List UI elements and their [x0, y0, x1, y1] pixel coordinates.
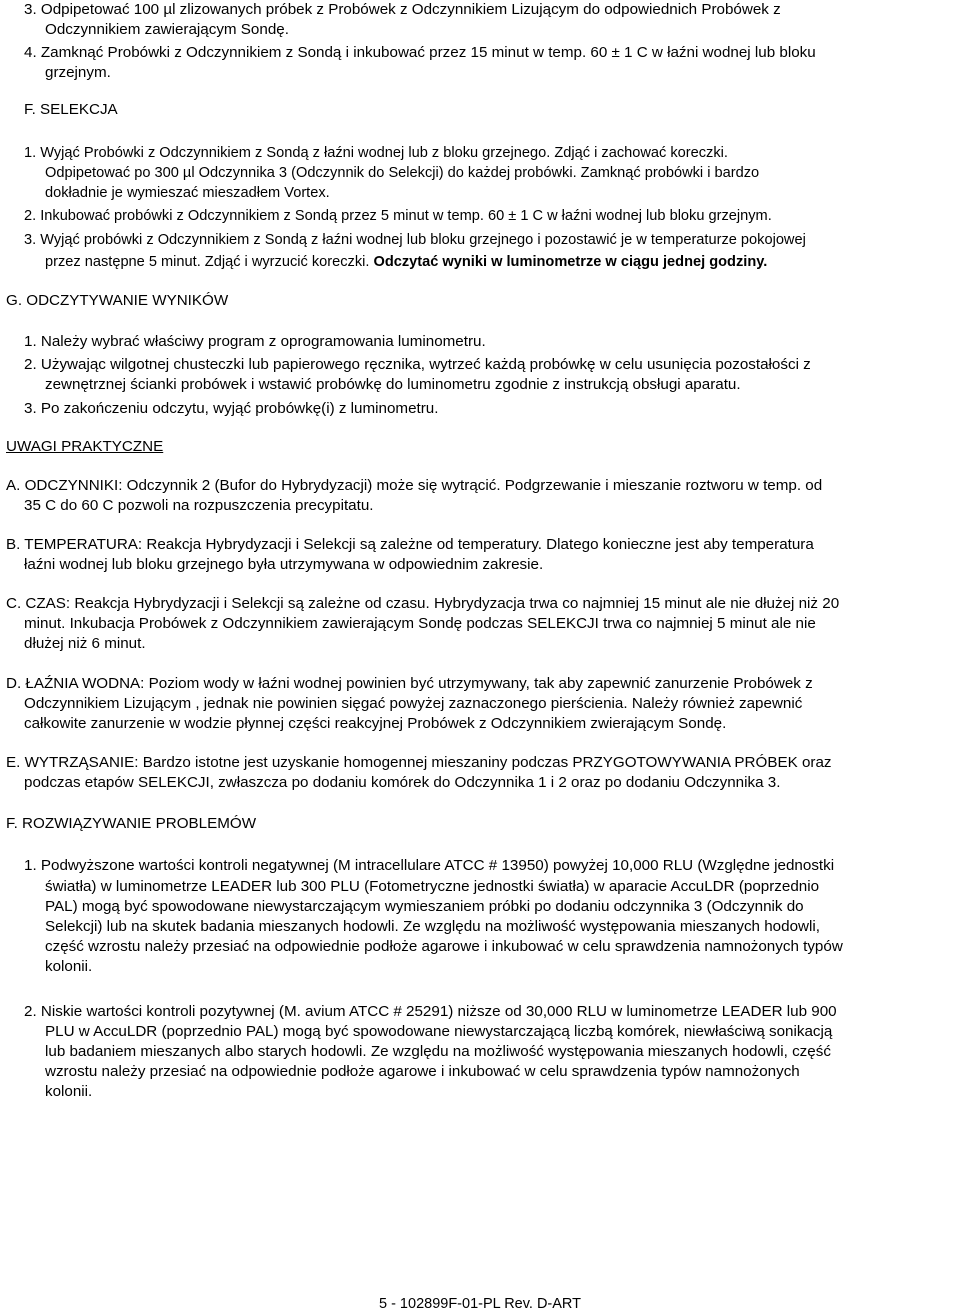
page-footer: 5 - 102899F-01-PL Rev. D-ART — [378, 1296, 581, 1312]
troubleshooting-item-2-cont4: kolonii. — [45, 1083, 93, 1100]
troubleshooting-item-1-cont5: kolonii. — [45, 958, 93, 975]
note-d: D. ŁAŹNIA WODNA: Poziom wody w łaźni wodnej powinien być utrzymywany, tak aby zapewnić zanurzenie Probówek z — [6, 675, 813, 692]
note-d-cont: Odczynnikiem Lizującym , jednak nie powinien sięgać powyżej zaznaczonego pierścienia. Należy również zapewnić — [24, 695, 803, 712]
selection-step-1: 1. Wyjąć Probówki z Odczynnikiem z Sondą z łaźni wodnej lub z bloku grzejnego. Zdjąć i zachować koreczki. — [24, 145, 728, 161]
troubleshooting-heading: F. ROZWIĄZYWANIE PROBLEMÓW — [6, 815, 257, 832]
reading-step-2: 2. Używając wilgotnej chusteczki lub papierowego ręcznika, wytrzeć każdą probówkę w celu usunięcia pozostałości z — [24, 356, 811, 373]
note-b-cont: łaźni wodnej lub bloku grzejnego była utrzymywana w odpowiednim zakresie. — [24, 556, 544, 573]
selection-step-3-plain: przez następne 5 minut. Zdjąć i wyrzucić koreczki. — [45, 254, 374, 270]
reading-step-3: 3. Po zakończeniu odczytu, wyjąć probówkę(i) z luminometru. — [24, 400, 439, 417]
reading-step-1: 1. Należy wybrać właściwy program z oprogramowania luminometru. — [24, 333, 486, 350]
troubleshooting-item-1-cont4: część wzrostu należy przesiać na odpowiednie podłoże agarowe i inkubować w celu sprawdzenia namnożonych typów — [45, 938, 843, 955]
note-d-cont2: całkowite zanurzenie w wodzie płynnej części reakcyjnej Probówek z Odczynnikiem zwierającym Sondę. — [24, 715, 727, 732]
note-c-cont2: dłużej niż 6 minut. — [24, 635, 146, 652]
selection-step-2: 2. Inkubować probówki z Odczynnikiem z Sondą przez 5 minut w temp. 60 ± 1 C w łaźni wodnej lub bloku grzejnym. — [24, 208, 772, 224]
troubleshooting-item-2-cont3: wzrostu należy przesiać na odpowiednie podłoże agarowe i inkubować w celu sprawdzenia typów namnożonych — [45, 1063, 800, 1080]
note-a: A. ODCZYNNIKI: Odczynnik 2 (Bufor do Hybrydyzacji) może się wytrącić. Podgrzewanie i mieszanie roztworu w temp. od — [6, 477, 823, 494]
note-b: B. TEMPERATURA: Reakcja Hybrydyzacji i Selekcji są zależne od temperatury. Dlatego konieczne jest aby temperatura — [6, 536, 814, 553]
note-e-cont: podczas etapów SELEKCJI, zwłaszcza po dodaniu komórek do Odczynnika 1 i 2 oraz po dodaniu Odczynnika 3. — [24, 774, 781, 791]
practical-notes-heading: UWAGI PRAKTYCZNE — [6, 438, 164, 455]
note-a-cont: 35 C do 60 C pozwoli na rozpuszczenia precypitatu. — [24, 497, 374, 514]
step-3-text: 3. Odpipetować 100 µl zlizowanych próbek z Probówek z Odczynnikiem Lizującym do odpowiednich Probówek z — [24, 1, 781, 18]
note-c: C. CZAS: Reakcja Hybrydyzacji i Selekcji są zależne od czasu. Hybrydyzacja trwa co najmniej 15 minut ale nie dłużej niż 20 — [6, 595, 840, 612]
read-results-note: Odczytać wyniki w luminometrze w ciągu jednej godziny. — [373, 254, 768, 270]
troubleshooting-item-1-cont2: PAL) mogą być spowodowane niewystarczającym wymieszaniem próbki po dodaniu odczynnika 3 (Odczynnik do — [45, 898, 804, 915]
troubleshooting-item-1-cont: światła) w luminometrze LEADER lub 300 PLU (Fotometryczne jednostki światła) w aparacie AccuLDR (poprzednio — [45, 878, 820, 895]
step-4-text-cont: grzejnym. — [45, 64, 111, 81]
troubleshooting-item-2-cont2: lub badaniem mieszanych albo starych hodowli. Ze względu na możliwość występowania mieszanych hodowli, część — [45, 1043, 831, 1060]
section-f-heading: F. SELEKCJA — [24, 101, 118, 118]
selection-step-1-cont2: dokładnie je wymieszać mieszadłem Vortex. — [45, 185, 330, 201]
section-g-heading: G. ODCZYTYWANIE WYNIKÓW — [6, 292, 229, 309]
troubleshooting-item-1: 1. Podwyższone wartości kontroli negatywnej (M intracellulare ATCC # 13950) powyżej 10,000 RLU (Względne jednostki — [24, 857, 835, 874]
reading-step-2-cont: zewnętrznej ścianki probówek i wstawić probówkę do luminometru zgodnie z instrukcją obsługi aparatu. — [45, 376, 741, 393]
step-3-text-cont: Odczynnikiem zawierającym Sondę. — [45, 21, 289, 38]
troubleshooting-item-2-cont: PLU w AccuLDR (poprzednio PAL) mogą być spowodowane niewystarczającą liczbą komórek, niewłaściwą sonikacją — [45, 1023, 833, 1040]
note-c-cont: minut. Inkubacja Probówek z Odczynnikiem zawierającym Sondę podczas SELEKCJI trwa co najmniej 5 minut ale nie — [24, 615, 816, 632]
troubleshooting-item-2: 2. Niskie wartości kontroli pozytywnej (M. avium ATCC # 25291) niższe od 30,000 RLU w luminometrze LEADER lub 900 — [24, 1003, 837, 1020]
troubleshooting-item-1-cont3: Selekcji) lub na skutek badania mieszanych hodowli. Ze względu na możliwość występowania mieszanych hodowli, — [45, 918, 820, 935]
step-4-text: 4. Zamknąć Probówki z Odczynnikiem z Sondą i inkubować przez 15 minut w temp. 60 ± 1 C w łaźni wodnej lub bloku — [24, 44, 816, 61]
selection-step-1-cont: Odpipetować po 300 µl Odczynnika 3 (Odczynnik do Selekcji) do każdej probówki. Zamknąć probówki i bardzo — [45, 165, 760, 181]
selection-step-3: 3. Wyjąć probówki z Odczynnikiem z Sondą z łaźni wodnej lub bloku grzejnego i pozostawić je w temperaturze pokojowej — [24, 232, 806, 248]
note-e: E. WYTRZĄSANIE: Bardzo istotne jest uzyskanie homogennej mieszaniny podczas PRZYGOTOWYWANIA PRÓBEK oraz — [6, 754, 832, 771]
selection-step-3-cont — [45, 252, 767, 272]
